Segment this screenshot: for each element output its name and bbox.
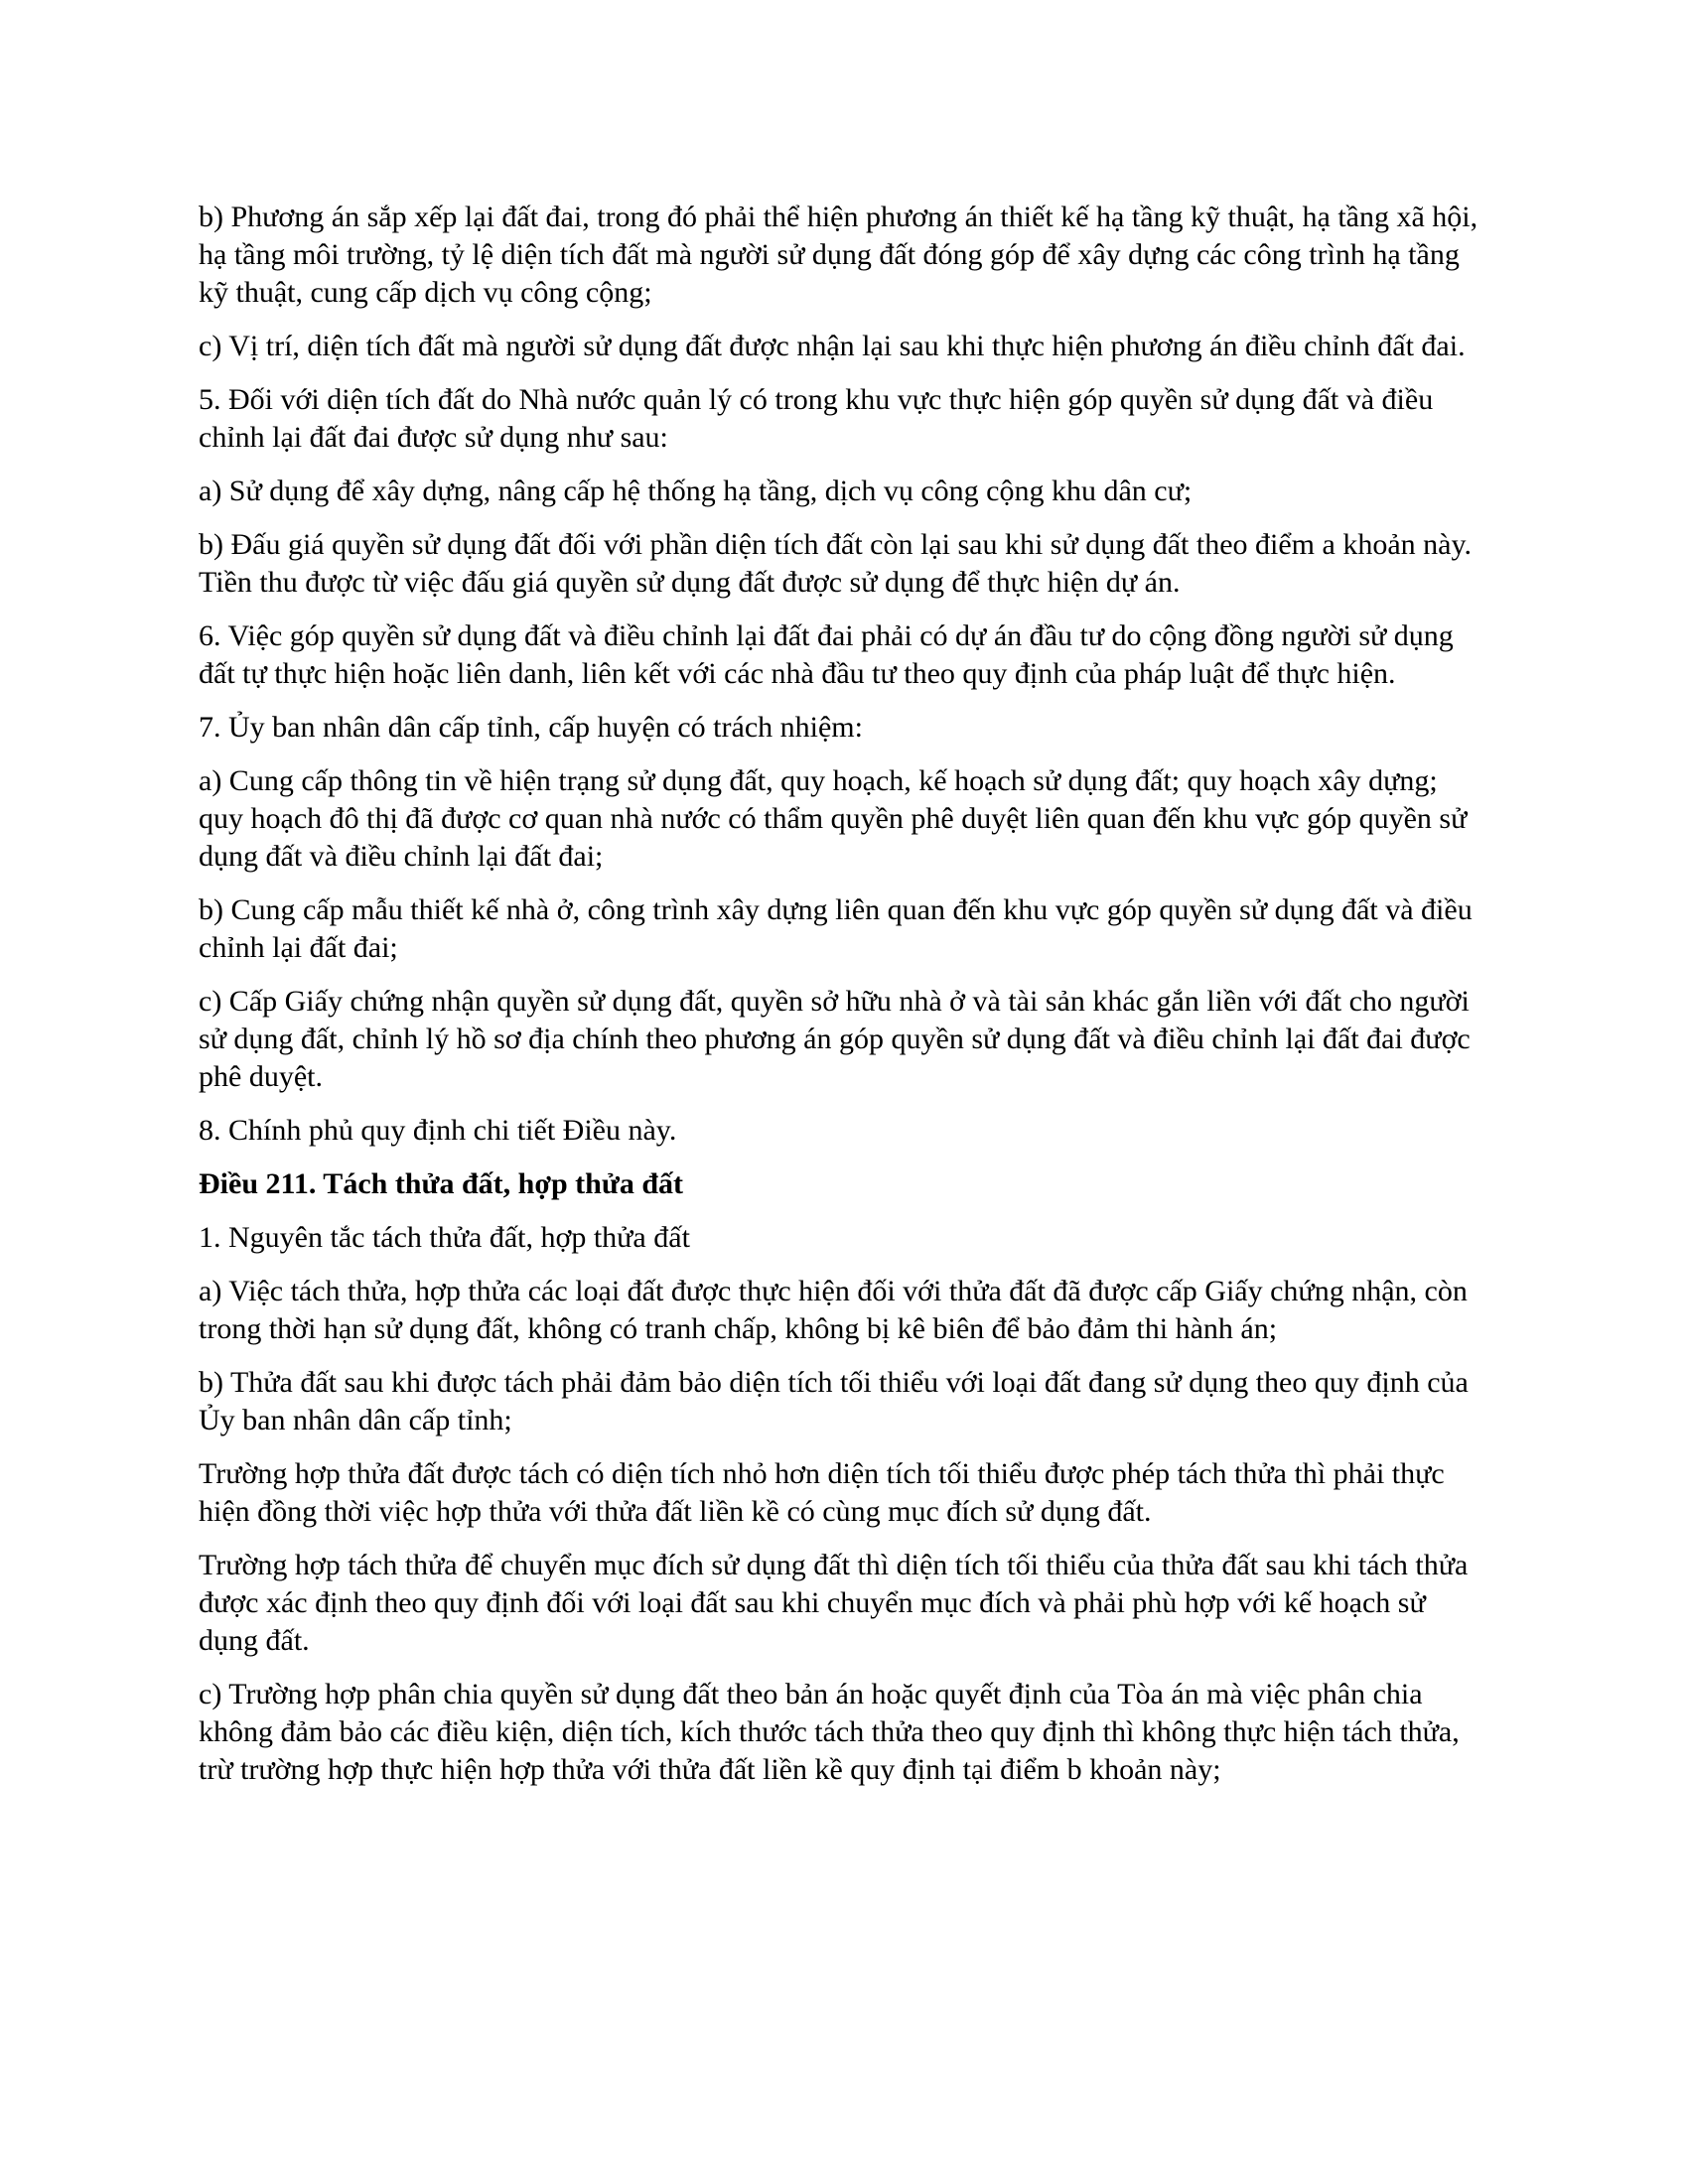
paragraph-clause-7: 7. Ủy ban nhân dân cấp tỉnh, cấp huyện có trách nhiệm: <box>199 711 863 744</box>
paragraph-211-case-change-purpose: Trường hợp tách thửa để chuyển mục đích sử dụng đất thì diện tích tối thiểu của thửa đất sau khi tách thửa được xác định theo quy định đối với loại đất sau khi chuyển mục đích và phải phù hợp với kế hoạch sử dụng đất. <box>199 1549 1469 1657</box>
paragraph-clause-5: 5. Đối với diện tích đất do Nhà nước quản lý có trong khu vực thực hiện góp quyền sử dụng đất và điều chỉnh lại đất đai được sử dụng như sau: <box>199 383 1434 454</box>
paragraph-clause-7-point-a: a) Cung cấp thông tin về hiện trạng sử dụng đất, quy hoạch, kế hoạch sử dụng đất; quy hoạch xây dựng; quy hoạch đô thị đã được cơ quan nhà nước có thẩm quyền phê duyệt liên quan đến khu vực góp quyền sử dụng đất và điều chỉnh lại đất đai; <box>199 764 1468 873</box>
paragraph-211-point-a: a) Việc tách thửa, hợp thửa các loại đất được thực hiện đối với thửa đất đã được cấp Giấy chứng nhận, còn trong thời hạn sử dụng đất, không có tranh chấp, không bị kê biên để bảo đảm thi hành án; <box>199 1275 1468 1345</box>
paragraph-clause-5-point-a: a) Sử dụng để xây dựng, nâng cấp hệ thống hạ tầng, dịch vụ công cộng khu dân cư; <box>199 475 1193 507</box>
paragraph-clause-7-point-c: c) Cấp Giấy chứng nhận quyền sử dụng đất, quyền sở hữu nhà ở và tài sản khác gắn liền với đất cho người sử dụng đất, chỉnh lý hồ sơ địa chính theo phương án góp quyền sử dụng đất và điều chỉnh lại đất đai được phê duyệt. <box>199 985 1471 1093</box>
paragraph-point-c-vi-tri: c) Vị trí, diện tích đất mà người sử dụng đất được nhận lại sau khi thực hiện phương án điều chỉnh đất đai. <box>199 330 1466 362</box>
paragraph-211-point-c: c) Trường hợp phân chia quyền sử dụng đất theo bản án hoặc quyết định của Tòa án mà việc phân chia không đảm bảo các điều kiện, diện tích, kích thước tách thửa theo quy định thì không thực hiện tách thửa, trừ trường hợp thực hiện hợp thửa với thửa đất liền kề quy định tại điểm b khoản này; <box>199 1678 1460 1786</box>
paragraph-point-b-phuong-an: b) Phương án sắp xếp lại đất đai, trong đó phải thể hiện phương án thiết kế hạ tầng kỹ thuật, hạ tầng xã hội, hạ tầng môi trường, tỷ lệ diện tích đất mà người sử dụng đất đóng góp để xây dựng các công trình hạ tầng kỹ thuật, cung cấp dịch vụ công cộng; <box>199 201 1478 309</box>
paragraph-clause-6: 6. Việc góp quyền sử dụng đất và điều chỉnh lại đất đai phải có dự án đầu tư do cộng đồng người sử dụng đất tự thực hiện hoặc liên danh, liên kết với các nhà đầu tư theo quy định của pháp luật để thực hiện. <box>199 619 1454 690</box>
paragraph-clause-7-point-b: b) Cung cấp mẫu thiết kế nhà ở, công trình xây dựng liên quan đến khu vực góp quyền sử dụng đất và điều chỉnh lại đất đai; <box>199 893 1473 964</box>
paragraph-211-case-smaller-area: Trường hợp thửa đất được tách có diện tích nhỏ hơn diện tích tối thiểu được phép tách thửa thì phải thực hiện đồng thời việc hợp thửa với thửa đất liền kề có cùng mục đích sử dụng đất. <box>199 1457 1445 1528</box>
document-page <box>199 199 1489 1805</box>
paragraph-211-point-b: b) Thửa đất sau khi được tách phải đảm bảo diện tích tối thiểu với loại đất đang sử dụng theo quy định của Ủy ban nhân dân cấp tỉnh; <box>199 1366 1469 1436</box>
paragraph-211-clause-1: 1. Nguyên tắc tách thửa đất, hợp thửa đất <box>199 1221 690 1254</box>
paragraph-clause-5-point-b: b) Đấu giá quyền sử dụng đất đối với phần diện tích đất còn lại sau khi sử dụng đất theo điểm a khoản này. Tiền thu được từ việc đấu giá quyền sử dụng đất được sử dụng để thực hiện dự án. <box>199 528 1473 599</box>
paragraph-clause-8: 8. Chính phủ quy định chi tiết Điều này. <box>199 1114 677 1147</box>
article-211-heading: Điều 211. Tách thửa đất, hợp thửa đất <box>199 1167 683 1200</box>
